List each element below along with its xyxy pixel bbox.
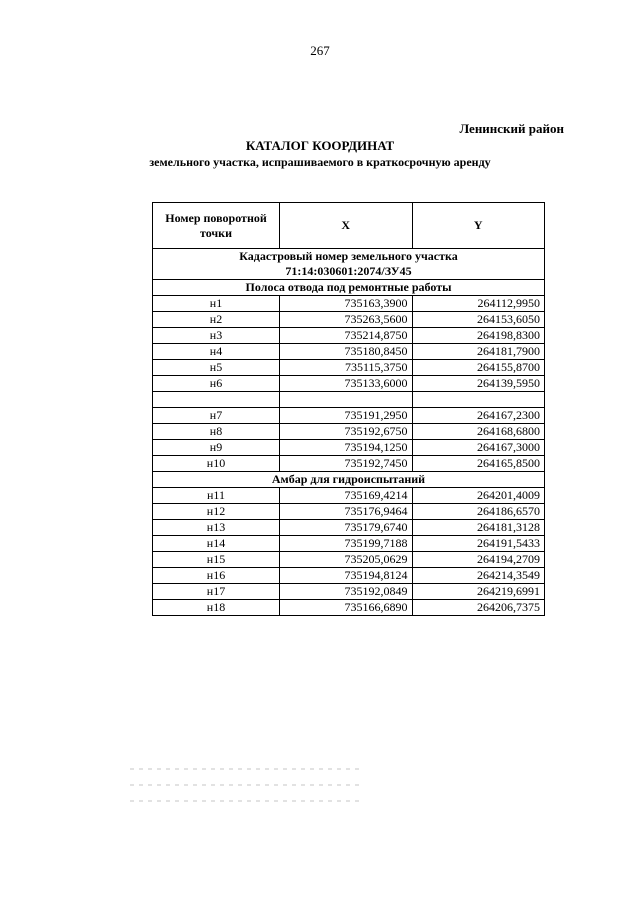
x-coordinate-cell: 735169,4214 <box>280 488 413 504</box>
point-number-cell <box>153 392 280 408</box>
y-coordinate-cell: 264198,8300 <box>412 328 545 344</box>
cadastral-number: 71:14:030601:2074/ЗУ45 <box>285 264 412 278</box>
coordinate-table <box>152 202 545 616</box>
point-number-cell: н10 <box>153 456 280 472</box>
document-subtitle: земельного участка, испрашиваемого в краткосрочную аренду <box>149 155 491 169</box>
x-coordinate-cell: 735192,6750 <box>280 424 413 440</box>
x-coordinate-cell: 735179,6740 <box>280 520 413 536</box>
y-coordinate-cell: 264153,6050 <box>412 312 545 328</box>
section-header-row <box>153 280 545 296</box>
table-row <box>153 536 545 552</box>
column-header-y: Y <box>412 203 545 249</box>
y-coordinate-cell: 264194,2709 <box>412 552 545 568</box>
table-row <box>153 520 545 536</box>
y-coordinate-cell: 264186,6570 <box>412 504 545 520</box>
x-coordinate-cell: 735180,8450 <box>280 344 413 360</box>
point-number-cell: н7 <box>153 408 280 424</box>
x-coordinate-cell: 735163,3900 <box>280 296 413 312</box>
cadastral-row <box>153 249 545 280</box>
point-number-cell: н14 <box>153 536 280 552</box>
cadastral-cell <box>153 249 545 280</box>
table-header-row <box>153 203 545 249</box>
point-number-cell: н2 <box>153 312 280 328</box>
x-coordinate-cell: 735192,0849 <box>280 584 413 600</box>
x-coordinate-cell: 735133,6000 <box>280 376 413 392</box>
point-number-cell: н11 <box>153 488 280 504</box>
x-coordinate-cell: 735194,8124 <box>280 568 413 584</box>
y-coordinate-cell: 264191,5433 <box>412 536 545 552</box>
y-coordinate-cell: 264155,8700 <box>412 360 545 376</box>
table-row <box>153 568 545 584</box>
y-coordinate-cell: 264206,7375 <box>412 600 545 616</box>
point-number-cell: н18 <box>153 600 280 616</box>
point-number-cell: н5 <box>153 360 280 376</box>
x-coordinate-cell: 735263,5600 <box>280 312 413 328</box>
table-row <box>153 360 545 376</box>
x-coordinate-cell: 735176,9464 <box>280 504 413 520</box>
cadastral-label: Кадастровый номер земельного участка <box>239 249 458 263</box>
x-coordinate-cell: 735199,7188 <box>280 536 413 552</box>
y-coordinate-cell: 264165,8500 <box>412 456 545 472</box>
table-row <box>153 376 545 392</box>
x-coordinate-cell: 735214,8750 <box>280 328 413 344</box>
x-coordinate-cell: 735191,2950 <box>280 408 413 424</box>
y-coordinate-cell: 264167,3000 <box>412 440 545 456</box>
y-coordinate-cell: 264181,7900 <box>412 344 545 360</box>
table-row <box>153 504 545 520</box>
x-coordinate-cell: 735194,1250 <box>280 440 413 456</box>
table-row <box>153 456 545 472</box>
table-body <box>153 249 545 616</box>
x-coordinate-cell: 735115,3750 <box>280 360 413 376</box>
section-title: Полоса отвода под ремонтные работы <box>153 280 545 296</box>
x-coordinate-cell: 735192,7450 <box>280 456 413 472</box>
y-coordinate-cell <box>412 392 545 408</box>
point-number-cell: н6 <box>153 376 280 392</box>
point-number-cell: н4 <box>153 344 280 360</box>
table-row <box>153 328 545 344</box>
table-row <box>153 408 545 424</box>
table-row <box>153 600 545 616</box>
table-row <box>153 584 545 600</box>
table-row <box>153 296 545 312</box>
table-row <box>153 312 545 328</box>
table-row <box>153 488 545 504</box>
section-title: Амбар для гидроиспытаний <box>153 472 545 488</box>
point-number-cell: н3 <box>153 328 280 344</box>
table-row <box>153 440 545 456</box>
page-number: 267 <box>310 43 330 58</box>
y-coordinate-cell: 264112,9950 <box>412 296 545 312</box>
document-title: КАТАЛОГ КООРДИНАТ <box>245 138 395 153</box>
point-number-cell: н12 <box>153 504 280 520</box>
faded-stamp-marks <box>130 768 360 823</box>
section-header-row <box>153 472 545 488</box>
column-header-point: Номер поворотной точки <box>153 203 280 249</box>
table-row <box>153 392 545 408</box>
y-coordinate-cell: 264181,3128 <box>412 520 545 536</box>
point-number-cell: н16 <box>153 568 280 584</box>
y-coordinate-cell: 264201,4009 <box>412 488 545 504</box>
point-number-cell: н15 <box>153 552 280 568</box>
point-number-cell: н13 <box>153 520 280 536</box>
y-coordinate-cell: 264214,3549 <box>412 568 545 584</box>
y-coordinate-cell: 264168,6800 <box>412 424 545 440</box>
y-coordinate-cell: 264139,5950 <box>412 376 545 392</box>
district-name: Ленинский район <box>459 121 564 136</box>
table-row <box>153 424 545 440</box>
point-number-cell: н1 <box>153 296 280 312</box>
y-coordinate-cell: 264219,6991 <box>412 584 545 600</box>
point-number-cell: н17 <box>153 584 280 600</box>
table-row <box>153 344 545 360</box>
y-coordinate-cell: 264167,2300 <box>412 408 545 424</box>
point-number-cell: н8 <box>153 424 280 440</box>
x-coordinate-cell: 735205,0629 <box>280 552 413 568</box>
x-coordinate-cell <box>280 392 413 408</box>
x-coordinate-cell: 735166,6890 <box>280 600 413 616</box>
column-header-x: X <box>280 203 413 249</box>
point-number-cell: н9 <box>153 440 280 456</box>
table-row <box>153 552 545 568</box>
